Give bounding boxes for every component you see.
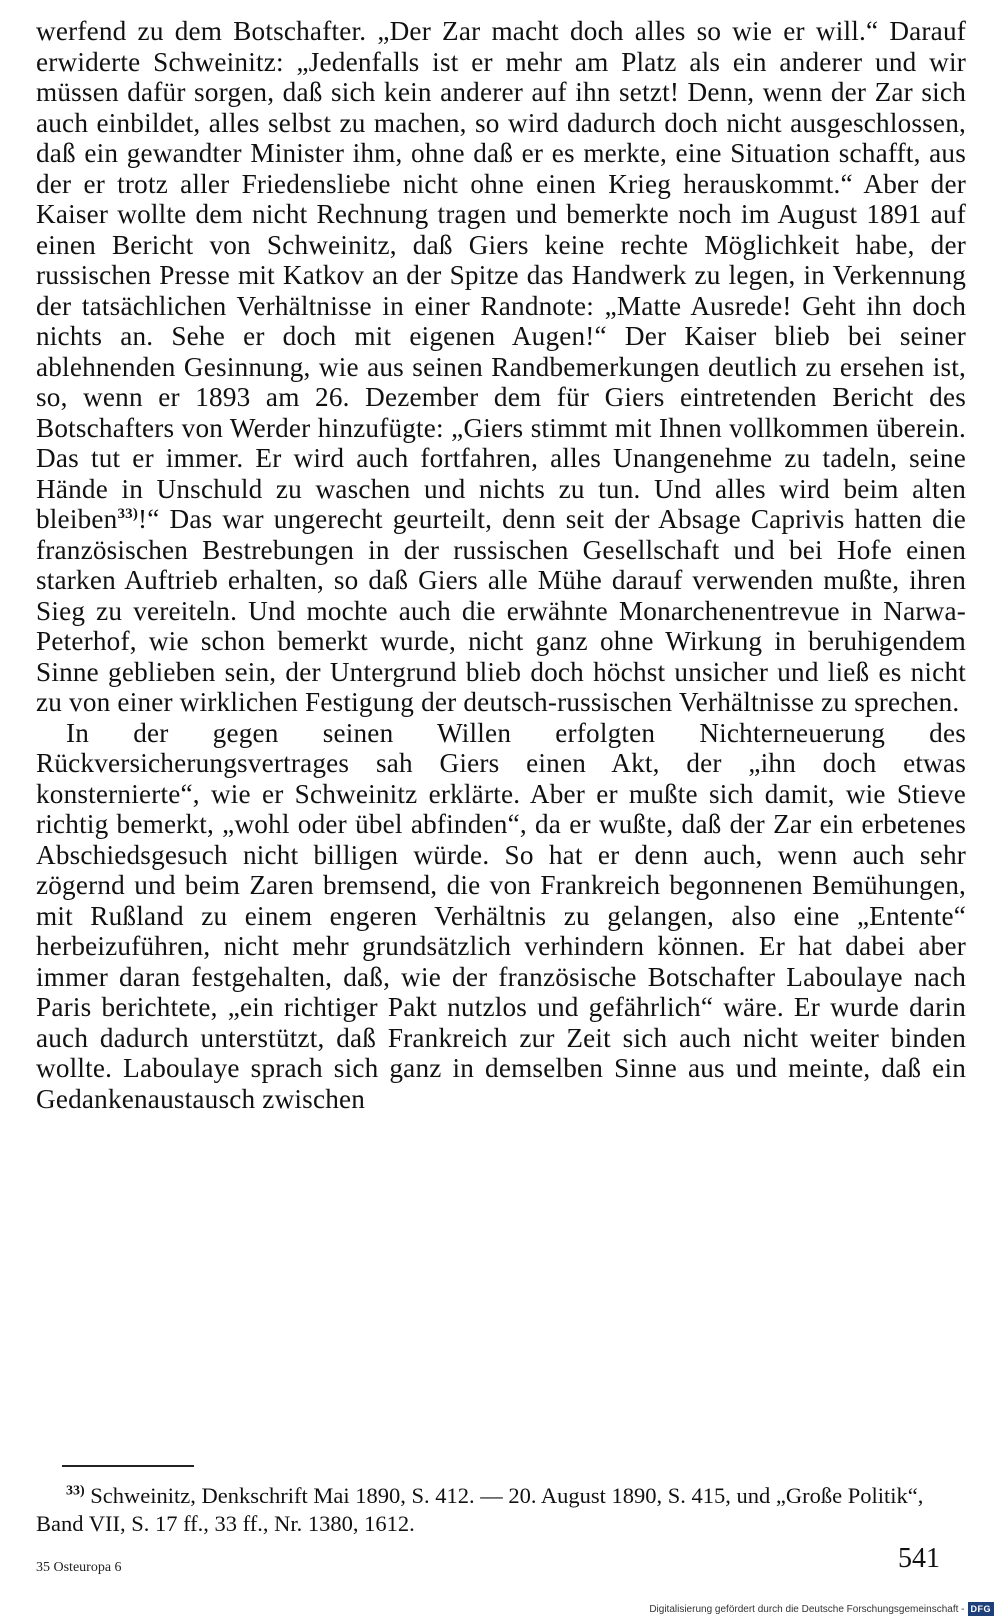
footnote [36,1482,966,1538]
page-number: 541 [898,1543,940,1574]
printer-signature: 35 Osteuropa 6 [36,1560,122,1575]
digitization-credit [649,1602,994,1616]
main-text [36,16,966,1114]
paragraph-1-text-after: !“ Das war ungerecht geurteilt, denn seit der Absage Caprivis hatten die französischen Bestrebungen in der russischen Gesellschaft und bei Hofe einen starken Auftrieb erhalten, so daß Giers alle Mühe darauf verwenden mußte, ihren Sieg zu vereiteln. Und mochte auch die erwähnte Monarchenentrevue in Narwa-Peterhof, wie schon bemerkt wurde, nicht ganz ohne Wirkung in beruhigendem Sinne geblieben sein, der Untergrund blieb doch höchst unsicher und ließ es nicht zu von einer wirklichen Festigung der deutsch-russischen Verhältnisse zu sprechen. [36,504,966,717]
dfg-logo-icon: DFG [968,1602,995,1616]
footnote-marker: 33) [66,1483,85,1499]
footnote-reference: 33) [117,505,139,522]
credit-text: Digitalisierung gefördert durch die Deutsche Forschungsgemeinschaft - [649,1603,965,1615]
footnote-text: Schweinitz, Denkschrift Mai 1890, S. 412. — 20. August 1890, S. 415, und „Große Politik“, Band VII, S. 17 ff., 33 ff., Nr. 1380, 1612. [36,1483,924,1536]
footnote-divider [62,1465,194,1467]
paragraph-1 [36,16,966,718]
paragraph-2: In der gegen seinen Willen erfolgten Nichterneuerung des Rückversicherungsvertrages sah Giers einen Akt, der „ihn doch etwas konsternierte“, wie er Schweinitz erklärte. Aber er mußte sich damit, wie Stieve richtig bemerkt, „wohl oder übel abfinden“, da er wußte, daß der Zar ein erbetenes Abschiedsgesuch nicht billigen würde. So hat er denn auch, wenn auch sehr zögernd und beim Zaren bremsend, die von Frankreich begonnenen Bemühungen, mit Rußland zu einem engeren Verhältnis zu gelangen, also eine „Entente“ herbeizuführen, nicht mehr grundsätzlich verhindern können. Er hat dabei aber immer daran festgehalten, daß, wie der französische Botschafter Laboulaye nach Paris berichtete, „ein richtiger Pakt nutzlos und gefährlich“ wäre. Er wurde darin auch dadurch unterstützt, daß Frankreich zur Zeit sich auch nicht weiter binden wollte. Laboulaye sprach sich ganz in demselben Sinne aus und meinte, daß ein Gedankenaustausch zwischen [36,717,966,1114]
paragraph-1-text-before: werfend zu dem Botschafter. „Der Zar macht doch alles so wie er will.“ Darauf erwiderte Schweinitz: „Jedenfalls ist er mehr am Platz als ein anderer und wir müssen dafür sorgen, daß sich kein anderer auf ihn setzt! Denn, wenn der Zar sich auch einbildet, alles selbst zu machen, so wird dadurch doch nicht ausgeschlossen, daß ein gewandter Minister ihm, ohne daß er es merkte, eine Situation schafft, aus der er trotz aller Friedensliebe nicht ohne einen Krieg herauskommt.“ Aber der Kaiser wollte dem nicht Rechnung tragen und bemerkte noch im August 1891 auf einen Bericht von Schweinitz, daß Giers keine rechte Möglichkeit habe, der russischen Presse mit Katkov an der Spitze das Handwerk zu legen, in Verkennung der tatsächlichen Verhältnisse in einer Randnote: „Matte Ausrede! Geht ihn doch nichts an. Sehe er doch mit eigenen Augen!“ Der Kaiser blieb bei seiner ablehnenden Gesinnung, wie aus seinen Randbemerkungen deutlich zu ersehen ist, so, wenn er 1893 am 26. Dezember dem für Giers eintretenden Bericht des Botschafters von Werder hinzufügte: „Giers stimmt mit Ihnen vollkommen überein. Das tut er immer. Er wird auch fortfahren, alles Unangenehme zu tadeln, seine Hände in Unschuld zu waschen und nichts zu tun. Und alles wird beim alten bleiben [36,16,966,534]
